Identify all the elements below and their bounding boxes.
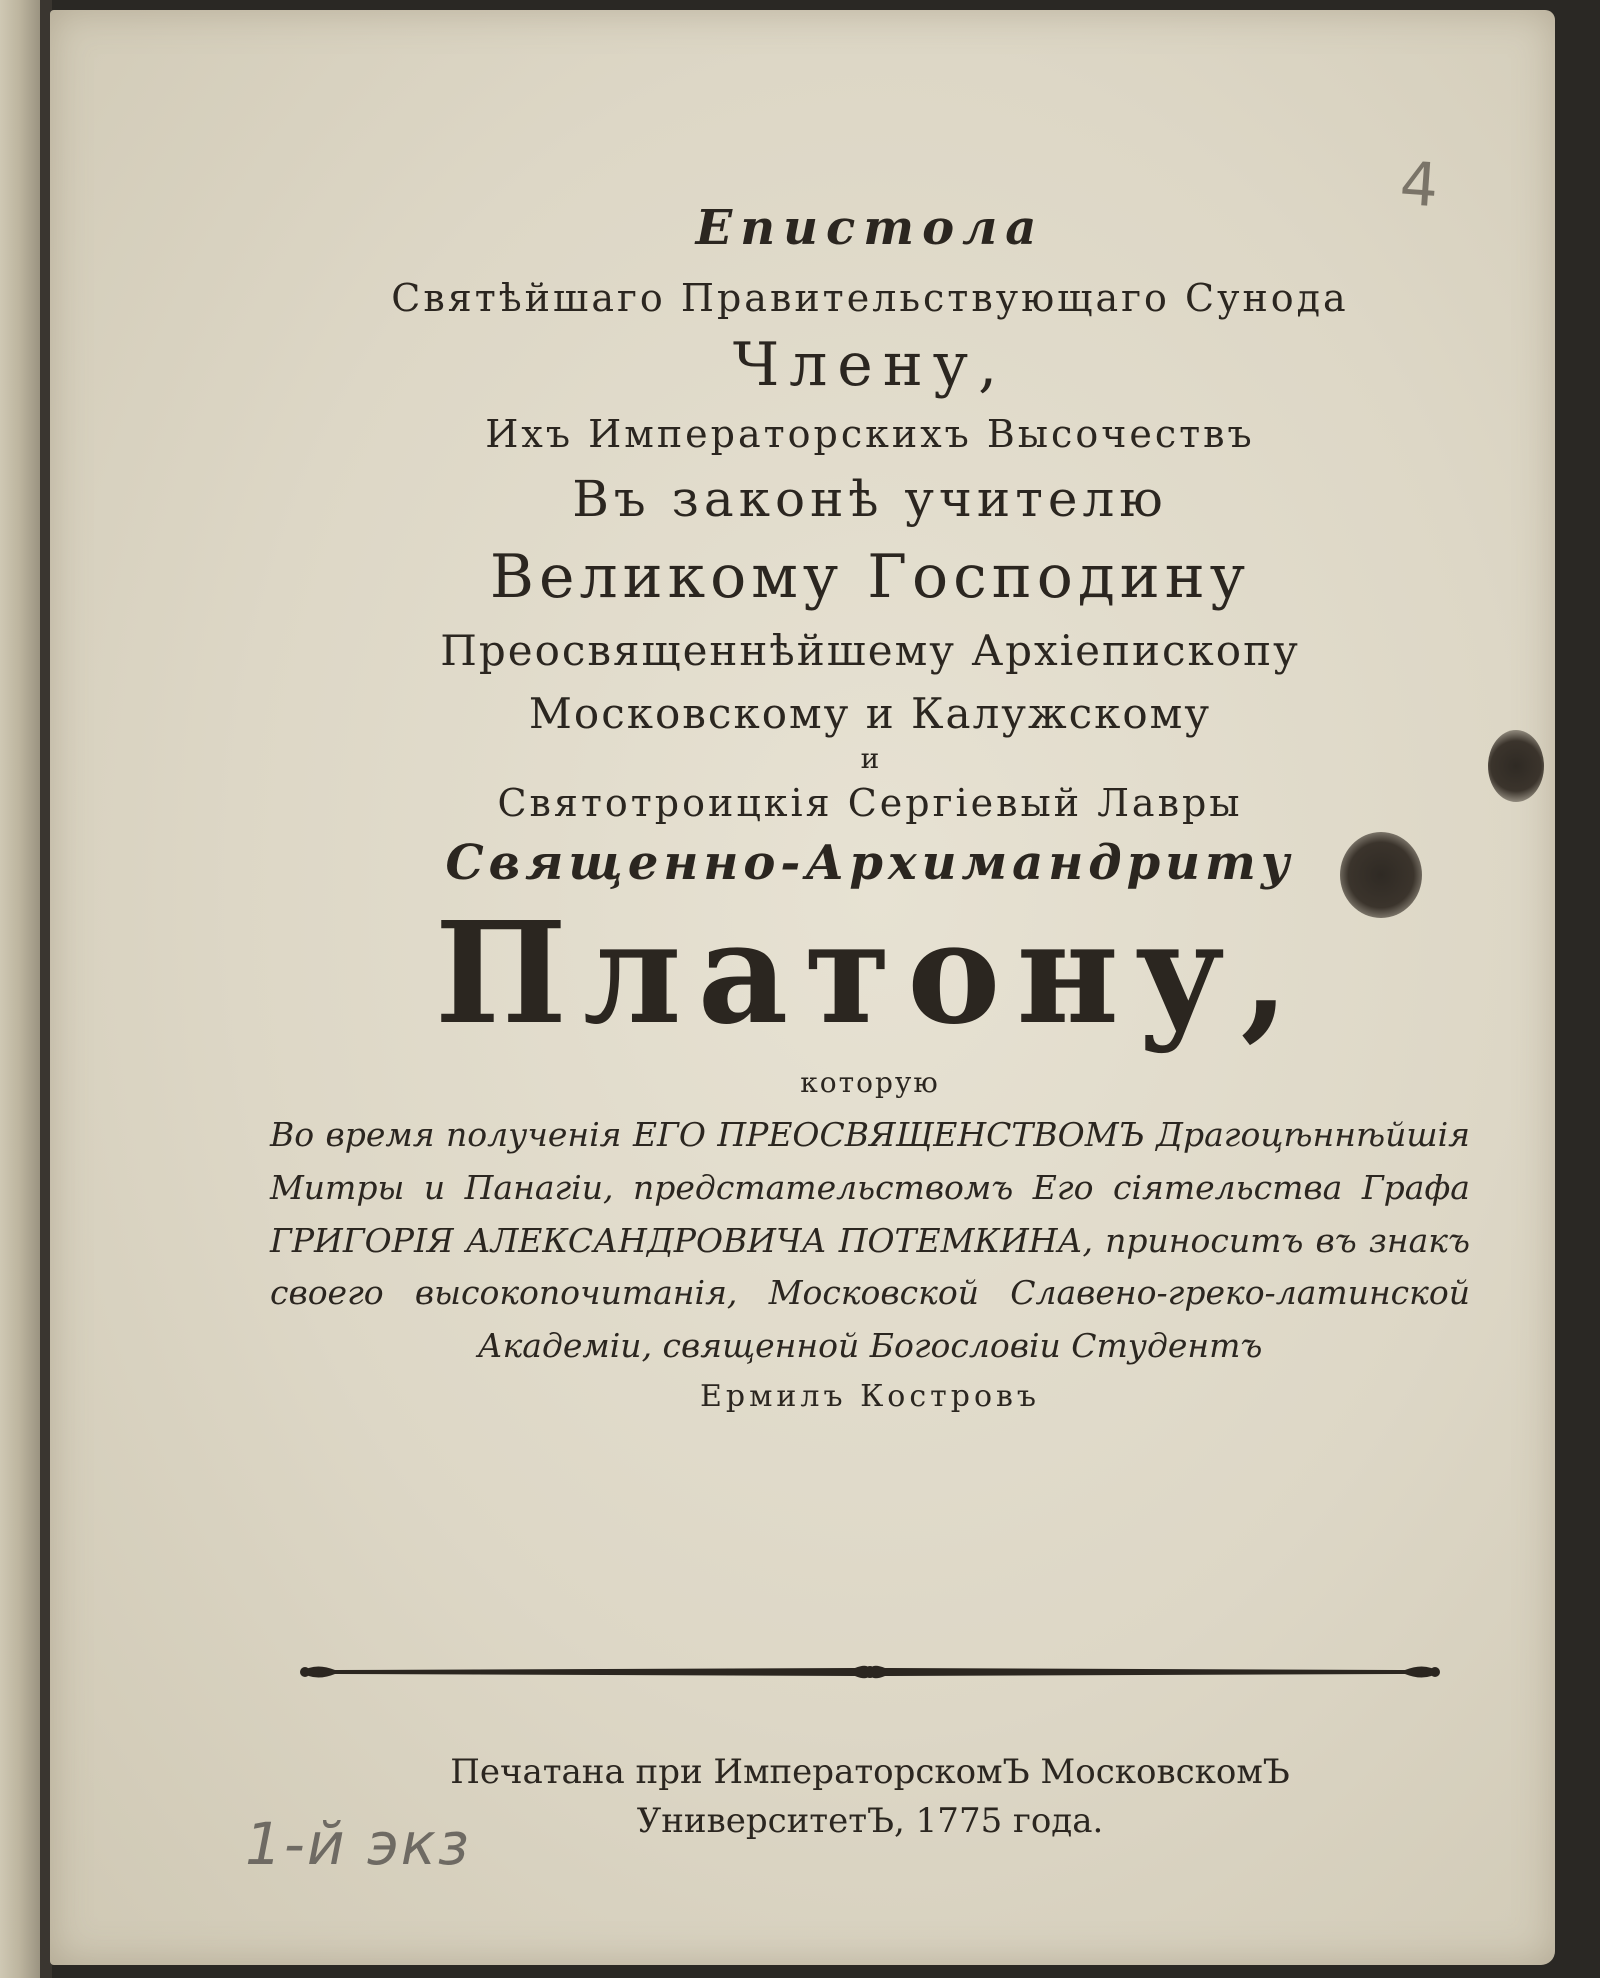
- page-title: Епистола: [695, 200, 1045, 256]
- title-line: Священно-Архимандриту: [445, 835, 1295, 891]
- imprint-line: УниверситетЪ, 1775 года.: [636, 1801, 1104, 1842]
- title-line: Въ законѣ учителю: [572, 470, 1168, 528]
- ornamental-rule: [295, 1660, 1445, 1684]
- title-line: и: [860, 742, 880, 775]
- title-line: Святотроицкія Сергіевый Лавры: [497, 781, 1243, 825]
- dedication-paragraph: Во время полученія ЕГО ПРЕОСВЯЩЕНСТВОМЪ Драгоцѣннѣйшія Митры и Панагіи, предстательствомъ Его сіятельства Графа ГРИГОРІЯ АЛЕКСАНДРОВИЧА ПОТЕМКИНА, приноситъ въ знакъ своего высокопочитанія, Московской Славено-греко-латинской Академіи, священной Богословіи Студентъ: [270, 1115, 1470, 1366]
- addressee-name: Платону,: [434, 892, 1306, 1056]
- title-line: которую: [800, 1066, 940, 1099]
- title-line: Великому Господину: [489, 542, 1251, 612]
- title-line: Ихъ Императорскихъ Высочествъ: [485, 412, 1255, 456]
- ink-stain: [1488, 730, 1544, 802]
- title-text-block: [270, 200, 1470, 1414]
- title-line: Святѣйшаго Правительствующаго Сунода: [391, 276, 1349, 320]
- title-line: Члену,: [732, 330, 1008, 400]
- title-line: Московскому и Калужскому: [528, 689, 1212, 738]
- author-name: Ермилъ Костровъ: [699, 1378, 1041, 1414]
- shelf-mark: 1-й экз: [245, 1810, 471, 1878]
- title-line: Преосвященнѣйшему Архіепископу: [440, 626, 1300, 675]
- margin-page-number: 4: [1397, 148, 1441, 222]
- imprint-line: Печатана при ИмператорскомЪ МосковскомЪ: [450, 1752, 1290, 1792]
